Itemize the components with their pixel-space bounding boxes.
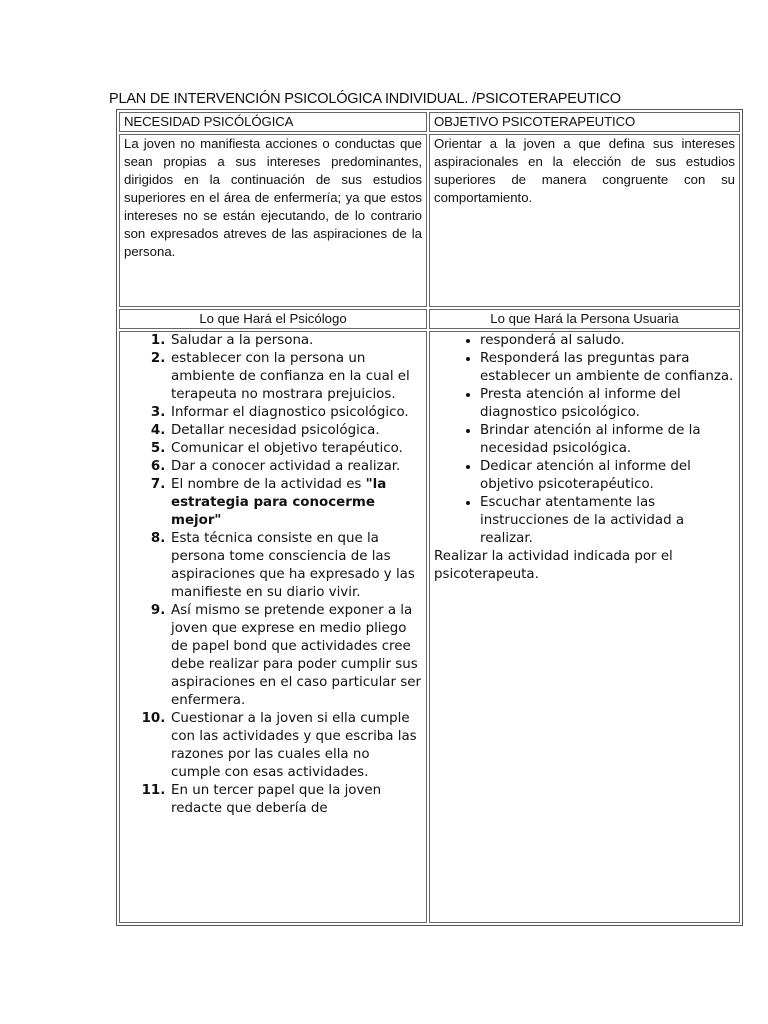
list-item: • responderá al saludo. [480, 332, 735, 350]
list-item: 11. En un tercer papel que la joven redacte que debería de [170, 782, 422, 818]
sub-header-user [429, 309, 740, 329]
sub-header-psychologist [119, 309, 427, 329]
list-item: 5. Comunicar el objetivo terapéutico. [170, 440, 422, 458]
header-objective [429, 112, 740, 132]
list-item: • Responderá las preguntas para establecer un ambiente de confianza. [480, 350, 735, 386]
actions-row [119, 331, 740, 923]
header-need-label: NECESIDAD PSICÓLÓGICA [124, 114, 294, 129]
need-objective-row [119, 134, 740, 307]
psychologist-steps-list [124, 332, 422, 818]
sub-header-user-label: Lo que Hará la Persona Usuaria [490, 311, 679, 326]
sub-header-psychologist-label: Lo que Hará el Psicólogo [199, 311, 347, 326]
list-item: 2. establecer con la persona un ambiente de confianza en la cual el terapeuta no mostrara prejuicios. [170, 350, 422, 404]
objective-cell [429, 134, 740, 307]
user-actions-cell [429, 331, 740, 923]
list-item: 3. Informar el diagnostico psicológico. [170, 404, 422, 422]
list-item: 9. Así mismo se pretende exponer a la joven que exprese en medio pliego de papel bond que actividades cree debe realizar para poder cumplir sus aspiraciones en el caso particular ser enfermera. [170, 602, 422, 710]
list-item: 1. Saludar a la persona. [170, 332, 422, 350]
objective-text: Orientar a la joven a que defina sus intereses aspiracionales en la elección de sus estudios superiores de manera congruente con su comportamiento. [434, 136, 735, 205]
list-item: • Escuchar atentamente las instrucciones de la actividad a realizar. [480, 494, 735, 548]
list-item [170, 476, 422, 530]
user-final-action: Realizar la actividad indicada por el psicoterapeuta. [434, 549, 673, 582]
activity-name: "la estrategia para conocerme mejor" [171, 477, 387, 528]
header-row [119, 112, 740, 132]
list-item: 8. Esta técnica consiste en que la persona tome consciencia de las aspiraciones que ha expresado y las manifieste en su diario vivir. [170, 530, 422, 602]
intervention-plan-table [116, 109, 743, 926]
need-cell [119, 134, 427, 307]
header-need [119, 112, 427, 132]
list-item: 6. Dar a conocer actividad a realizar. [170, 458, 422, 476]
activity-intro: El nombre de la actividad es [171, 477, 366, 492]
list-item: • Dedicar atención al informe del objetivo psicoterapéutico. [480, 458, 735, 494]
psychologist-actions-cell [119, 331, 427, 923]
header-objective-label: OBJETIVO PSICOTERAPEUTICO [434, 114, 636, 129]
user-actions-list [434, 332, 735, 548]
list-item: 10. Cuestionar a la joven si ella cumple con las actividades y que escriba las razones por las cuales ella no cumple con esas actividades. [170, 710, 422, 782]
document-title: PLAN DE INTERVENCIÓN PSICOLÓGICA INDIVIDUAL. /PSICOTERAPEUTICO [109, 91, 621, 107]
list-item: 4. Detallar necesidad psicológica. [170, 422, 422, 440]
sub-header-row [119, 309, 740, 329]
list-item: • Brindar atención al informe de la necesidad psicológica. [480, 422, 735, 458]
list-item: • Presta atención al informe del diagnostico psicológico. [480, 386, 735, 422]
need-text: La joven no manifiesta acciones o conductas que sean propias a sus intereses predominantes, dirigidos en la continuación de sus estudios superiores en el área de enfermería; ya que estos intereses no se están ejecutando, de lo contrario son expresados atreves de las aspiraciones de la persona. [124, 136, 422, 259]
